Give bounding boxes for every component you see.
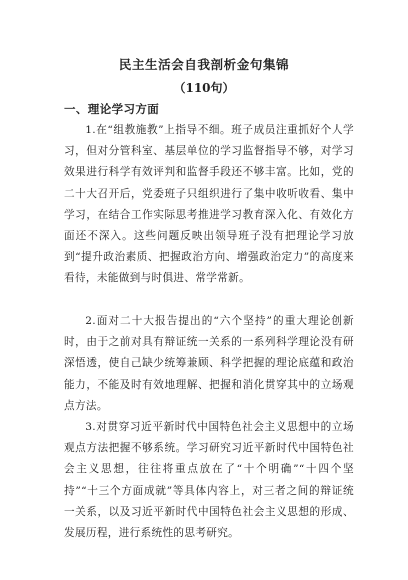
section-heading: 一、理论学习方面 bbox=[64, 102, 160, 116]
paragraph-1: 1.在“组教施教”上指导不细。班子成员注重抓好个人学习，但对分管科室、基层单位的学习监督指导不够，对学习效果进行科学有效评判和监督手段还不够丰富。比如，党的二十大召开后，党委班子只组织进行了集中收听收看、集中学习，在结合工作实际思考推进学习教育深入化、有效化方面还不深入。这些问题反映出领导班子没有把理论学习放到“提升政治素质、把握政治方向、增强政治定力”的高度来看待，未能做到与时俱进、常学常新。 bbox=[64, 124, 354, 285]
document-title: 民主生活会自我剖析金句集锦 bbox=[118, 57, 290, 72]
paragraph-3: 3.对贯穿习近平新时代中国特色社会主义思想中的立场观点方法把握不够系统。学习研究习近平新时代中国特色社会主义思想，往往将重点放在了“十个明确”“十四个坚持”“十三个方面成就”等具体内容上，对三者之间的辩证统一关系，以及习近平新时代中国特色社会主义思想的形成、发展历程，进行系统性的思考研究。 bbox=[64, 421, 354, 540]
paragraph-2: 2.面对二十大报告提出的“六个坚持”的重大理论创新时，由于之前对具有辩证统一关系的一系列科学理论没有研深悟透，使自己缺少统筹兼顾、科学把握的理论底蕴和政治能力，不能及时有效地理解、把握和消化贯穿其中的立场观点方法。 bbox=[64, 315, 354, 412]
document-subtitle: （110句） bbox=[173, 81, 235, 95]
